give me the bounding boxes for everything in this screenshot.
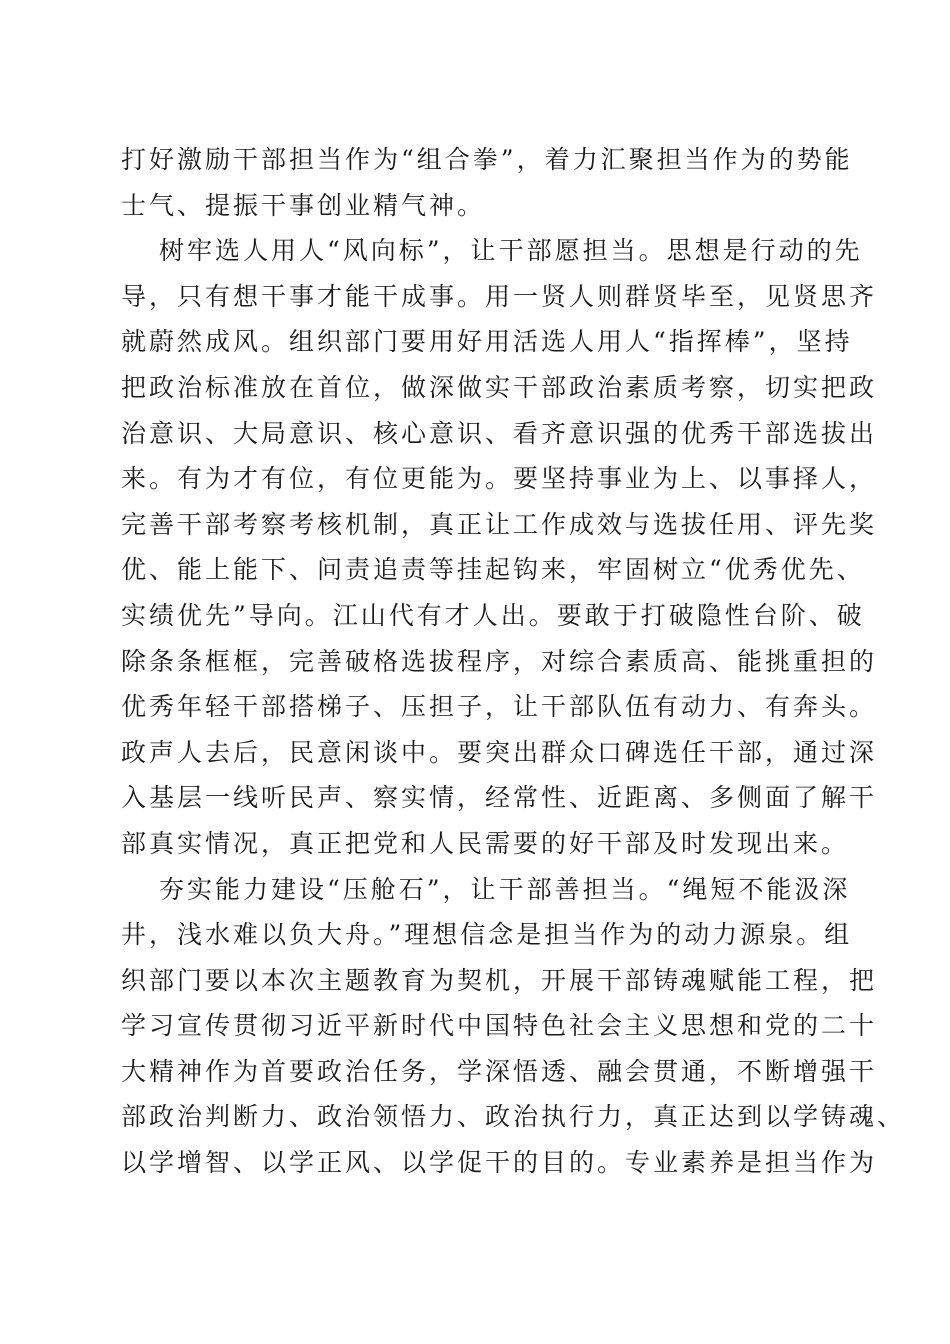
text-line: 打好激励干部担当作为“组合拳”，着力汇聚担当作为的势能 — [121, 145, 853, 174]
text-line: 完善干部考察考核机制，真正让工作成效与选拔任用、评先奖 — [121, 509, 878, 539]
text-line: 政声人去后，民意闲谈中。要突出群众口碑选任干部，通过深 — [121, 737, 878, 767]
text-line: 部政治判断力、政治领悟力、政治执行力，真正达到以学铸魂、 — [121, 1102, 906, 1132]
text-line: 治意识、大局意识、核心意识、看齐意识强的优秀干部选拔出 — [121, 418, 878, 448]
paragraph-start-line: 树牢选人用人“风向标”，让干部愿担当。思想是行动的先 — [159, 236, 863, 266]
text-line: 导，只有想干事才能干成事。用一贤人则群贤毕至，见贤思齐 — [121, 281, 878, 311]
text-line: 大精神作为首要政治任务，学深悟透、融会贯通，不断增强干 — [121, 1056, 878, 1086]
text-line: 优秀年轻干部搭梯子、压担子，让干部队伍有动力、有奔头。 — [121, 692, 878, 722]
text-line: 士气、提振干事创业精气神。 — [121, 190, 486, 220]
text-line: 优、能上能下、问责追责等挂起钩来，牢固树立“优秀优先、 — [121, 555, 865, 585]
text-line: 入基层一线听民声、察实情，经常性、近距离、多侧面了解干 — [121, 783, 878, 813]
paragraph-start-line: 夯实能力建设“压舱石”，让干部善担当。“绳短不能汲深 — [159, 874, 851, 904]
text-line: 以学增智、以学正风、以学促干的目的。专业素养是担当作为 — [121, 1148, 878, 1178]
text-line: 来。有为才有位，有位更能为。要坚持事业为上、以事择人， — [121, 464, 878, 494]
text-line: 井，浅水难以负大舟。”理想信念是担当作为的动力源泉。组 — [121, 920, 853, 950]
text-line: 织部门要以本次主题教育为契机，开展干部铸魂赋能工程，把 — [121, 965, 878, 995]
text-line: 除条条框框，完善破格选拔程序，对综合素质高、能挑重担的 — [121, 646, 878, 676]
body-text — [121, 137, 906, 1186]
text-line: 就蔚然成风。组织部门要用好用活选人用人“指挥棒”，坚持 — [121, 327, 853, 357]
text-line: 把政治标准放在首位，做深做实干部政治素质考察，切实把政 — [121, 372, 878, 402]
text-line: 学习宣传贯彻习近平新时代中国特色社会主义思想和党的二十 — [121, 1011, 878, 1041]
text-line: 实绩优先”导向。江山代有才人出。要敢于打破隐性台阶、破 — [121, 600, 865, 630]
text-line: 部真实情况，真正把党和人民需要的好干部及时发现出来。 — [121, 828, 850, 858]
